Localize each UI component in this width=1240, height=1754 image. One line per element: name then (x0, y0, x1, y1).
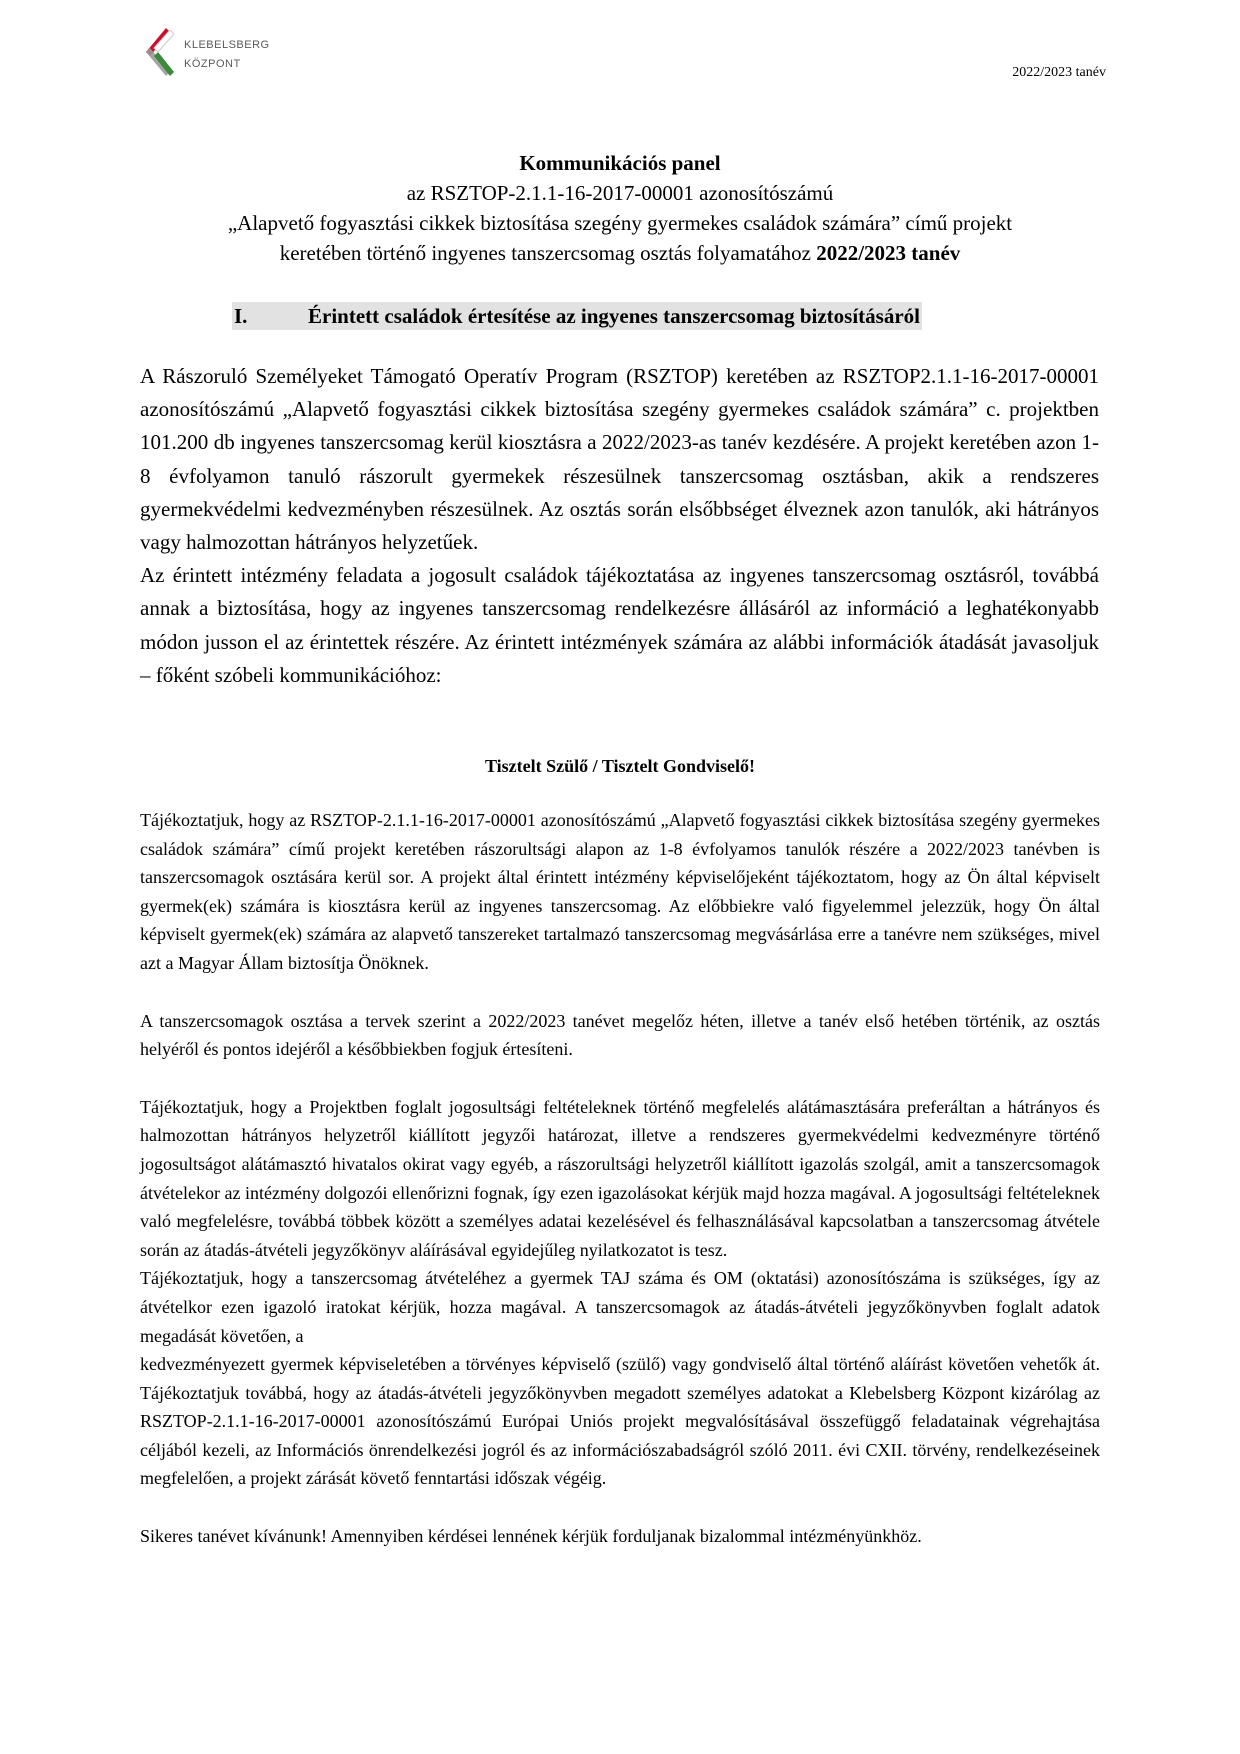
heading-line-3: „Alapvető fogyasztási cikkek biztosítása szegény gyermekes családok számára” című projekt (227, 211, 1013, 235)
school-year: 2022/2023 tanév (1012, 65, 1106, 80)
letter-body (140, 806, 1100, 1551)
letter-paragraph-6: Sikeres tanévet kívánunk! Amennyiben kérdései lennének kérjük forduljanak bizalommal intézményünkhöz. (140, 1526, 922, 1547)
document-heading (140, 148, 1100, 268)
heading-line-2: az RSZTOP-2.1.1-16-2017-00001 azonosítószámú (406, 181, 834, 205)
letter-paragraph-4: Tájékoztatjuk, hogy a tanszercsomag átvételéhez a gyermek TAJ száma és OM (oktatási) azonosítószáma is szükséges, így az átvételkor ezen igazoló iratokat kérjük, hozza magával. A tanszercsomagok az átadás-átvételi jegyzőkönyvben foglalt adatok megadását követően, a (140, 1268, 1100, 1346)
klebelsberg-logo (140, 26, 300, 88)
logo-line-1: KLEBELSBERG (184, 39, 270, 51)
document-title: Kommunikációs panel (519, 151, 721, 175)
letter-paragraph-2: A tanszercsomagok osztása a tervek szerint a 2022/2023 tanévet megelőz héten, illetve a tanév első hetében történik, az osztás helyéről és pontos idejéről a későbbiekben fogjuk értesíteni. (140, 1010, 1100, 1060)
letter-paragraph-3: Tájékoztatjuk, hogy a Projektben foglalt jogosultsági feltételeknek történő megfelelés alátámasztására preferáltan a hátrányos és halmozottan hátrányos helyzetről kiállított jegyzői határozat, illetve a rendszeres gyermekvédelmi kedvezményre történő jogosultságot alátámasztó hivatalos okirat vagy egyéb, a rászorultsági helyzetről kiállított igazolás szolgál, amit a tanszercsomagok átvételekor az intézmény dolgozói ellenőrizni fognak, így ezen igazolásokat kérjük majd hozza magával. A jogosultsági feltételeknek való megfelelésre, továbbá többek között a személyes adatai kezelésével és felhasználásával kapcsolatban a tanszercsomag átvétele során az átadás-átvételi jegyzőkönyv aláírásával egyidejűleg nyilatkozatot is tesz. (140, 1096, 1100, 1260)
logo-mark-icon (140, 26, 180, 84)
logo-line-2: KÖZPONT (184, 58, 241, 70)
intro-paragraph-2: Az érintett intézmény feladata a jogosult családok tájékoztatása az ingyenes tanszercsomag osztásról, továbbá annak a biztosítása, hogy az ingyenes tanszercsomag rendelkezésre állásáról az információ a leghatékonyabb módon jusson el az érintettek részére. Az érintett intézmények számára az alábbi információk átadását javasoljuk – főként szóbeli kommunikációhoz: (140, 563, 1099, 687)
heading-line-4-year: 2022/2023 tanév (816, 241, 961, 265)
intro-paragraph-1: A Rászoruló Személyeket Támogató Operatív Program (RSZTOP) keretében az RSZTOP2.1.1-16-2017-00001 azonosítószámú „Alapvető fogyasztási cikkek biztosítása szegény gyermekes családok számára” c. projektben 101.200 db ingyenes tanszercsomag kerül kiosztásra a 2022/2023-as tanév kezdésére. A projekt keretében azon 1-8 évfolyamon tanuló rászorult gyermekek részesülnek tanszercsomag osztásban, akik a rendszeres gyermekvédelmi kedvezményben részesülnek. Az osztás során elsőbbséget élveznek azon tanulók, aki hátrányos vagy halmozottan hátrányos helyzetűek. (140, 364, 1099, 555)
section-heading (232, 302, 922, 330)
logo-text (184, 36, 270, 74)
letter-paragraph-1: Tájékoztatjuk, hogy az RSZTOP-2.1.1-16-2017-00001 azonosítószámú „Alapvető fogyasztási cikkek biztosítása szegény gyermekes családok számára” című projekt keretében rászorultsági alapon az 1-8 évfolyamos tanulók részére a 2022/2023 tanévben is tanszercsomagok osztására kerül sor. A projekt által érintett intézmény képviselőjeként tájékoztatom, hogy az Ön által képviselt gyermek(ek) számára is kiosztásra kerül az ingyenes tanszercsomag. Az előbbiekre való figyelemmel jelezzük, hogy Ön által képviselt gyermek(ek) számára az alapvető tanszereket tartalmazó tanszercsomag megvásárlása erre a tanévre nem szükséges, mivel azt a Magyar Állam biztosítja Önöknek. (140, 810, 1100, 973)
intro-text (140, 360, 1099, 692)
section-number: I. (234, 304, 248, 328)
heading-line-4 (140, 238, 1100, 268)
letter-greeting: Tisztelt Szülő / Tisztelt Gondviselő! (484, 756, 755, 776)
letter-paragraph-5: kedvezményezett gyermek képviseletében a törvényes képviselő (szülő) vagy gondviselő által történő aláírást követően vehetők át. Tájékoztatjuk továbbá, hogy az átadás-átvételi jegyzőkönyvben megadott személyes adatokat a Klebelsberg Központ kizárólag az RSZTOP-2.1.1-16-2017-00001 azonosítószámú Európai Uniós projekt megvalósításával összefüggő feladatainak végrehajtása céljából kezeli, az Információs önrendelkezési jogról és az információszabadságról szóló 2011. évi CXII. törvény, rendelkezéseinek megfelelően, a projekt zárását követő fenntartási időszak végéig. (140, 1354, 1100, 1489)
heading-line-4-text: keretében történő ingyenes tanszercsomag osztás folyamatához (279, 241, 817, 265)
section-title: Érintett családok értesítése az ingyenes tanszercsomag biztosításáról (308, 304, 920, 328)
